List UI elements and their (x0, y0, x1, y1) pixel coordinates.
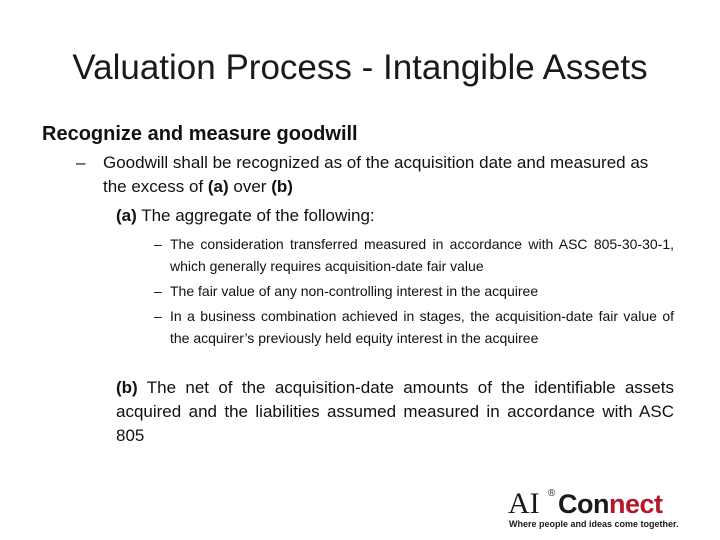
bullet-dash: – (154, 283, 162, 299)
goodwill-text-mid: over (228, 177, 272, 196)
goodwill-text-pre: Goodwill shall be recognized as of the acquisition date and measured as the excess of (103, 153, 649, 196)
ai-connect-logo (508, 489, 688, 531)
goodwill-ref-b: (b) (271, 177, 293, 196)
list-item (154, 233, 674, 277)
logo-connect-red: nect (608, 489, 663, 519)
logo-ai-text: AI (508, 487, 540, 520)
list-item-text: In a business combination achieved in stages, the acquisition-date fair value of the acquirer’s previously held equity interest in the acquiree (170, 308, 674, 346)
bullet-goodwill (78, 151, 674, 199)
logo-connect-text (558, 490, 663, 518)
slide-title: Valuation Process - Intangible Assets (72, 48, 648, 87)
subsection-a (116, 205, 676, 227)
list-item (154, 305, 674, 349)
logo-registered-mark: ® (548, 488, 556, 499)
list-item-text: The consideration transferred measured in accordance with ASC 805-30-30-1, which generally requires acquisition-date fair value (170, 236, 674, 274)
logo-connect-dark: Con (558, 489, 609, 519)
bullet-dash: – (154, 236, 162, 252)
list-item-text: The fair value of any non-controlling interest in the acquiree (170, 283, 539, 299)
subsection-a-text: The aggregate of the following: (136, 206, 375, 225)
bullet-dash: – (154, 308, 162, 324)
bullet-dash: – (76, 153, 86, 172)
logo-tagline: Where people and ideas come together. (509, 519, 679, 529)
list-item (154, 280, 674, 302)
bullet-goodwill-text (78, 151, 674, 199)
goodwill-ref-a: (a) (207, 177, 229, 196)
subsection-a-label: (a) (116, 206, 137, 225)
subsection-b (116, 376, 674, 448)
subsection-b-text: The net of the acquisition-date amounts of the identifiable assets acquired and the liabilities assumed measured in accordance with ASC 805 (116, 378, 674, 445)
subsection-b-label: (b) (116, 378, 138, 397)
heading-goodwill: Recognize and measure goodwill (42, 123, 358, 145)
